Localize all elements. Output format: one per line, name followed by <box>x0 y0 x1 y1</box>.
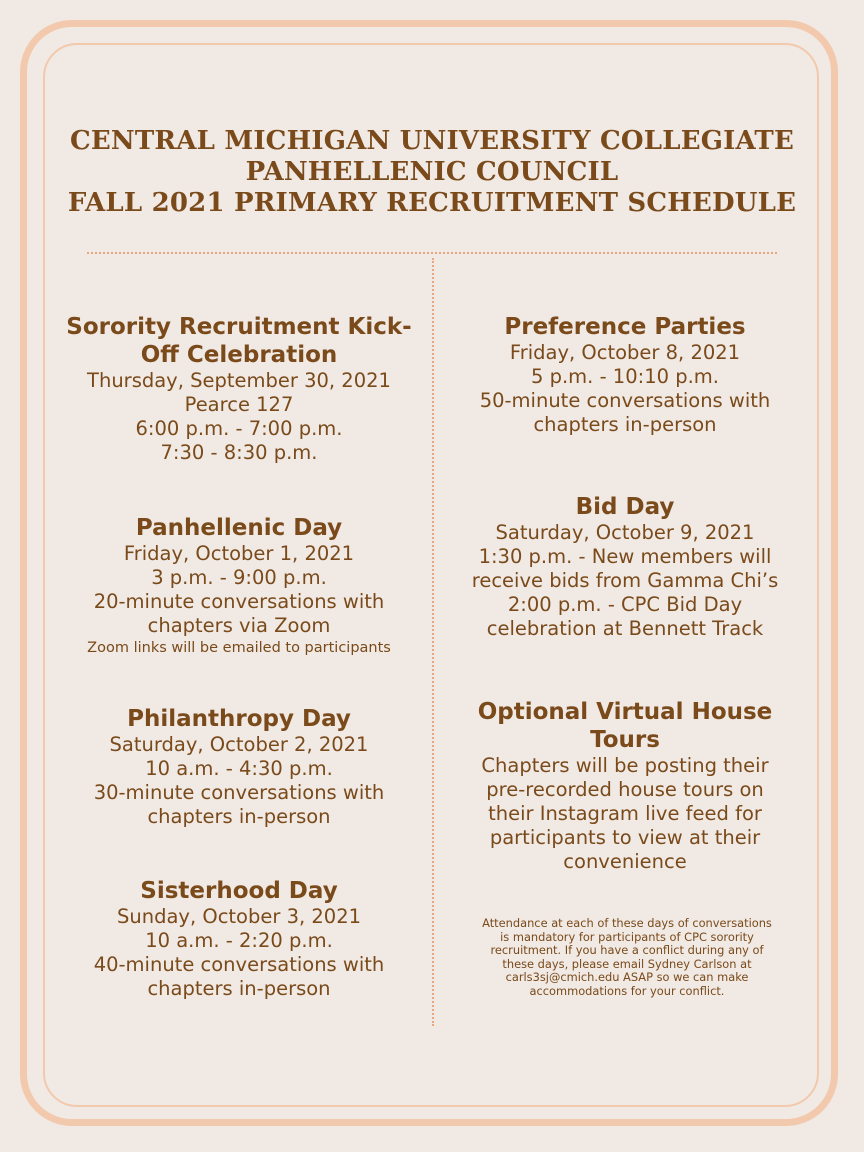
event-title <box>58 877 420 905</box>
event-detail: chapters via Zoom <box>147 614 331 637</box>
event-time: 10 a.m. - 4:30 p.m. <box>145 757 333 780</box>
event-title-line: Optional Virtual House <box>477 699 773 725</box>
event-date: Friday, October 8, 2021 <box>509 341 741 364</box>
note-line: these days, please email Sydney Carlson at <box>502 956 752 971</box>
vertical-divider <box>432 258 434 1026</box>
event-detail: their Instagram live feed for <box>488 802 762 825</box>
event-philanthropy-day <box>58 705 420 829</box>
event-detail: chapters in-person <box>147 977 331 1000</box>
event-detail: celebration at Bennett Track <box>486 617 764 640</box>
event-detail: Chapters will be posting their <box>481 754 769 777</box>
event-location: Pearce 127 <box>184 393 294 416</box>
event-title-line: Sisterhood Day <box>140 878 338 904</box>
note-line: recruitment. If you have a conflict during any of <box>490 943 764 958</box>
note-line: accommodations for your conflict. <box>529 983 725 998</box>
event-detail: 2:00 p.m. - CPC Bid Day <box>507 593 743 616</box>
event-title-line: Bid Day <box>575 494 675 520</box>
event-detail: 20-minute conversations with <box>93 590 385 613</box>
event-detail: participants to view at their <box>489 826 761 849</box>
attendance-note <box>468 917 786 999</box>
event-date: Friday, October 1, 2021 <box>123 542 355 565</box>
event-detail: pre-recorded house tours on <box>486 778 764 801</box>
event-preference-parties <box>446 313 804 437</box>
note-line: Attendance at each of these days of conversations <box>482 916 772 930</box>
event-detail: chapters in-person <box>533 413 717 436</box>
event-bid-day <box>446 493 804 641</box>
event-title <box>58 514 420 542</box>
event-title-line: Tours <box>590 727 660 753</box>
event-detail: 30-minute conversations with <box>93 781 385 804</box>
event-sisterhood-day <box>58 877 420 1001</box>
title-line: FALL 2021 PRIMARY RECRUITMENT SCHEDULE <box>67 188 797 218</box>
event-title <box>446 698 804 754</box>
event-title-line: Panhellenic Day <box>135 515 343 541</box>
event-date: Sunday, October 3, 2021 <box>116 905 362 928</box>
event-date: Saturday, October 9, 2021 <box>495 521 755 544</box>
event-time: 6:00 p.m. - 7:00 p.m. <box>135 417 343 440</box>
event-title <box>58 705 420 733</box>
event-detail: receive bids from Gamma Chi’s <box>471 569 779 592</box>
title-line: CENTRAL MICHIGAN UNIVERSITY COLLEGIATE <box>70 126 794 156</box>
note-line: carls3sj@cmich.edu ASAP so we can make <box>505 970 749 985</box>
event-date: Saturday, October 2, 2021 <box>109 733 369 756</box>
event-virtual-house-tours <box>446 698 804 874</box>
note-line: is mandatory for participants of CPC sorority <box>500 929 754 944</box>
event-title <box>58 313 420 369</box>
event-date: Thursday, September 30, 2021 <box>87 369 391 392</box>
event-title-line: Philanthropy Day <box>127 706 351 732</box>
event-kickoff-celebration <box>58 313 420 465</box>
event-detail: 1:30 p.m. - New members will <box>478 545 772 568</box>
event-title <box>446 313 804 341</box>
event-time: 3 p.m. - 9:00 p.m. <box>151 566 327 589</box>
event-note: Zoom links will be emailed to participants <box>87 640 391 656</box>
event-title-line: Preference Parties <box>504 314 746 340</box>
event-time: 10 a.m. - 2:20 p.m. <box>145 929 333 952</box>
event-detail: convenience <box>563 850 687 873</box>
event-detail: 40-minute conversations with <box>93 953 385 976</box>
event-time: 7:30 - 8:30 p.m. <box>160 441 318 464</box>
event-detail: 50-minute conversations with <box>479 389 771 412</box>
event-panhellenic-day <box>58 514 420 658</box>
event-title-line: Off Celebration <box>140 342 338 368</box>
event-time: 5 p.m. - 10:10 p.m. <box>531 365 719 388</box>
horizontal-divider <box>87 252 777 254</box>
event-title-line: Sorority Recruitment Kick- <box>66 314 412 340</box>
title-line: PANHELLENIC COUNCIL <box>245 157 619 187</box>
event-detail: chapters in-person <box>147 805 331 828</box>
page-title <box>60 126 804 219</box>
event-title <box>446 493 804 521</box>
